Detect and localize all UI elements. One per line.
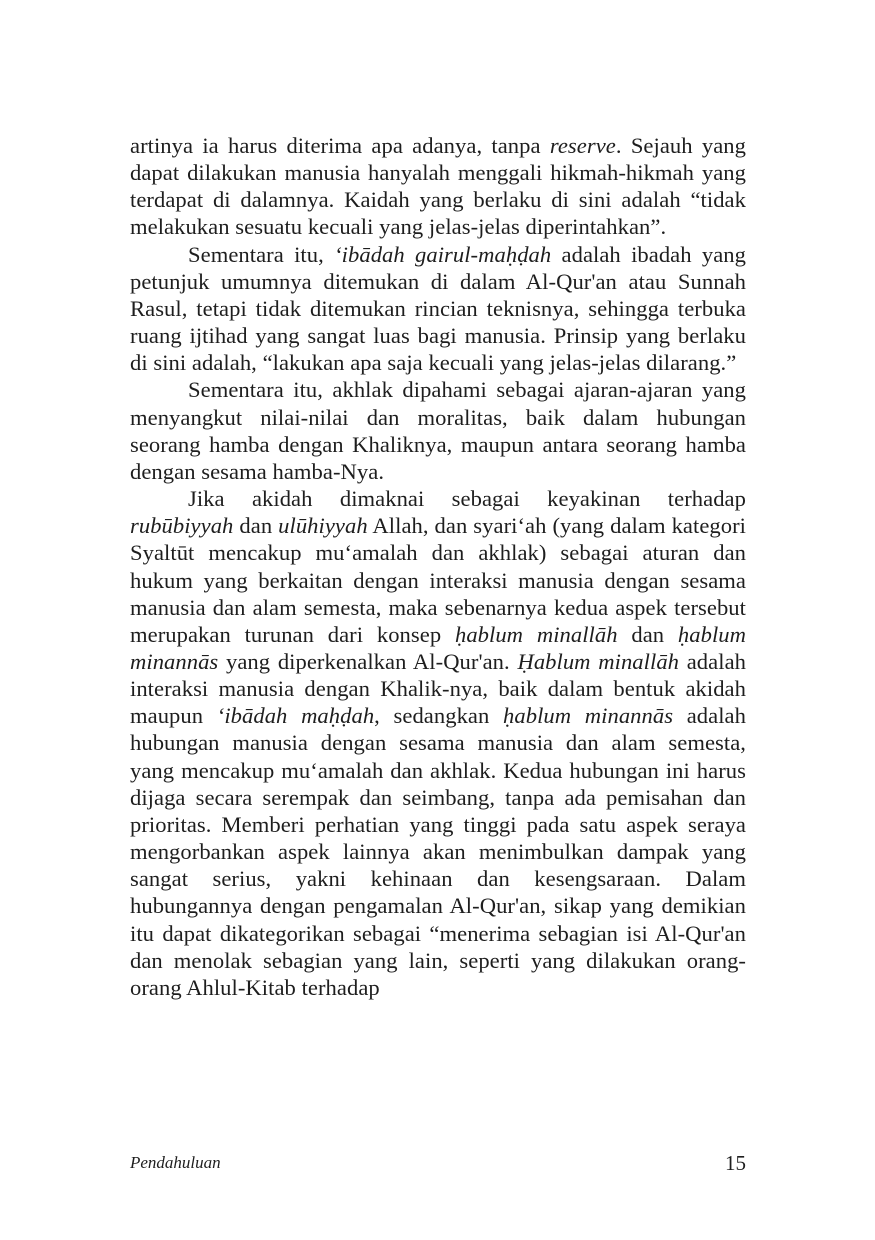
page-number: 15: [725, 1151, 746, 1175]
paragraph: Sementara itu, ‘ibādah gairul-maḥḍah adalah ibadah yang petunjuk umumnya ditemukan di dalam Al-Qur'an atau Sunnah Rasul, tetapi tidak ditemukan rincian teknisnya, sehingga terbuka ruang ijtihad yang sangat luas bagi manusia. Prinsip yang berlaku di sini adalah, “lakukan apa saja kecuali yang jelas-jelas dilarang.”: [130, 241, 747, 376]
paragraph: Sementara itu, akhlak dipahami sebagai ajaran-ajaran yang menyangkut nilai-nilai dan moralitas, baik dalam hubungan seorang hamba dengan Khaliknya, maupun antara seorang hamba dengan sesama hamba-Nya.: [130, 377, 746, 484]
body-text: [130, 132, 746, 1001]
paragraph: artinya ia harus diterima apa adanya, tanpa reserve. Sejauh yang dapat dilakukan manusia hanyalah menggali hikmah-hikmah yang terdapat di dalamnya. Kaidah yang berlaku di sini adalah “tidak melakukan sesuatu kecuali yang jelas-jelas diperintahkan”.: [130, 133, 746, 240]
paragraph: Jika akidah dimaknai sebagai keyakinan terhadap rubūbiyyah dan ulūhiyyah Allah, dan syari‘ah (yang dalam kategori Syaltūt mencakup mu‘amalah dan akhlak) sebagai aturan dan hukum yang berkaitan dengan interaksi manusia dengan sesama manusia dan alam semesta, maka sebenarnya kedua aspek tersebut merupakan turunan dari konsep ḥablum minallāh dan ḥablum minannās yang diperkenalkan Al-Qur'an. Ḥablum minallāh adalah interaksi manusia dengan Khalik-nya, baik dalam bentuk akidah maupun ‘ibādah maḥḍah, sedangkan ḥablum minannās adalah hubungan manusia dengan sesama manusia dan alam semesta, yang mencakup mu‘amalah dan akhlak. Kedua hubungan ini harus dijaga secara serempak dan seimbang, tanpa ada pemisahan dan prioritas. Memberi perhatian yang tinggi pada satu aspek seraya mengorbankan aspek lainnya akan menimbulkan dampak yang sangat serius, yakni kehinaan dan kesengsaraan. Dalam hubungannya dengan pengamalan Al-Qur'an, sikap yang demikian itu dapat dikategorikan sebagai “menerima sebagian isi Al-Qur'an dan menolak sebagian yang lain, seperti yang dilakukan orang-orang Ahlul-Kitab terhadap: [130, 486, 747, 1000]
running-title: Pendahuluan: [130, 1153, 221, 1172]
page-footer: [130, 1151, 746, 1181]
